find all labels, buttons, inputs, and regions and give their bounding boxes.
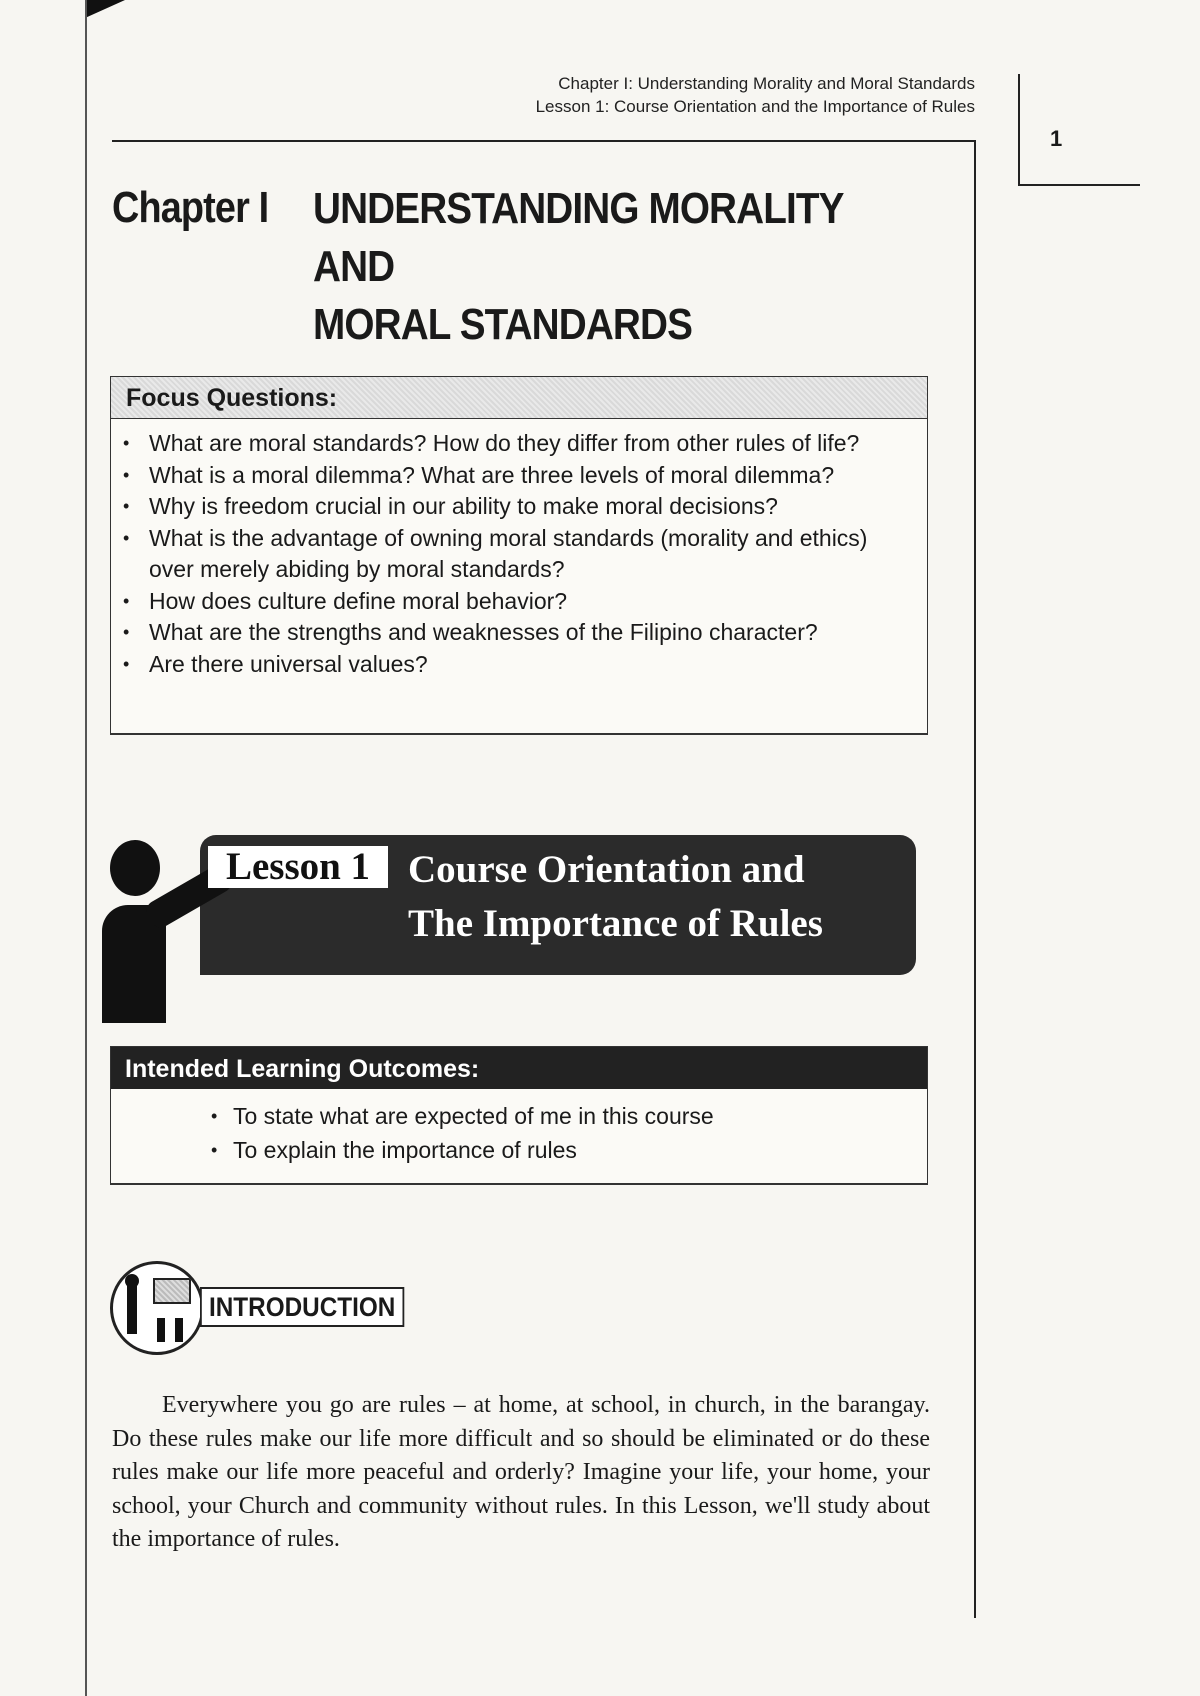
- page-number-frame: [1018, 74, 1140, 186]
- focus-question: • What are moral standards? How do they differ from other rules of life?: [111, 428, 927, 460]
- running-header: [536, 72, 975, 118]
- learning-outcome: • To explain the importance of rules: [111, 1133, 927, 1167]
- focus-question: • What is the advantage of owning moral standards (morality and ethics) over merely abiding by moral standards?: [111, 523, 927, 586]
- learning-outcomes-heading: Intended Learning Outcomes:: [111, 1047, 927, 1089]
- lesson-number-tag: Lesson 1: [208, 846, 388, 888]
- focus-question: • What are the strengths and weaknesses of the Filipino character?: [111, 617, 927, 649]
- running-header-lesson: Lesson 1: Course Orientation and the Importance of Rules: [535, 97, 975, 116]
- lesson-title-line-1: Course Orientation and: [408, 848, 805, 891]
- focus-question: • What is a moral dilemma? What are three levels of moral dilemma?: [111, 460, 927, 492]
- classroom-icon: [110, 1261, 204, 1355]
- introduction-label: INTRODUCTION: [200, 1287, 404, 1327]
- page-number: 1: [1050, 126, 1063, 151]
- lesson-title-line-2: The Importance of Rules: [408, 902, 823, 945]
- learning-outcomes-box: [110, 1046, 928, 1185]
- presenter-head-icon: [110, 840, 160, 896]
- focus-question: • Are there universal values?: [111, 649, 927, 681]
- focus-question: • Why is freedom crucial in our ability to make moral decisions?: [111, 491, 927, 523]
- scan-corner-mark: [85, 0, 125, 18]
- focus-question: • How does culture define moral behavior?: [111, 586, 927, 618]
- page-edge: [85, 0, 87, 1696]
- lesson-title: [408, 843, 908, 951]
- focus-questions-box: [110, 376, 928, 735]
- focus-questions-heading: Focus Questions:: [111, 377, 927, 419]
- top-rule: [112, 140, 976, 142]
- running-header-chapter: Chapter I: Understanding Morality and Moral Standards: [558, 74, 975, 93]
- focus-questions-list: [111, 419, 927, 680]
- chapter-label: Chapter I: [112, 183, 269, 232]
- learning-outcome: • To state what are expected of me in this course: [111, 1099, 927, 1133]
- chapter-title-line-2: MORAL STANDARDS: [313, 300, 693, 349]
- introduction-paragraph: Everywhere you go are rules – at home, at school, in church, in the barangay. Do these rules make our life more difficult and so should be eliminated or do these rules make our life more peaceful and orderly? Imagine your life, your home, your school, your Church and community without rules. In this Lesson, we'll study about the importance of rules.: [112, 1392, 930, 1552]
- right-rule: [974, 140, 976, 1618]
- chapter-title: [313, 180, 929, 354]
- chapter-title-line-1: UNDERSTANDING MORALITY AND: [313, 184, 843, 291]
- learning-outcomes-list: [111, 1089, 927, 1167]
